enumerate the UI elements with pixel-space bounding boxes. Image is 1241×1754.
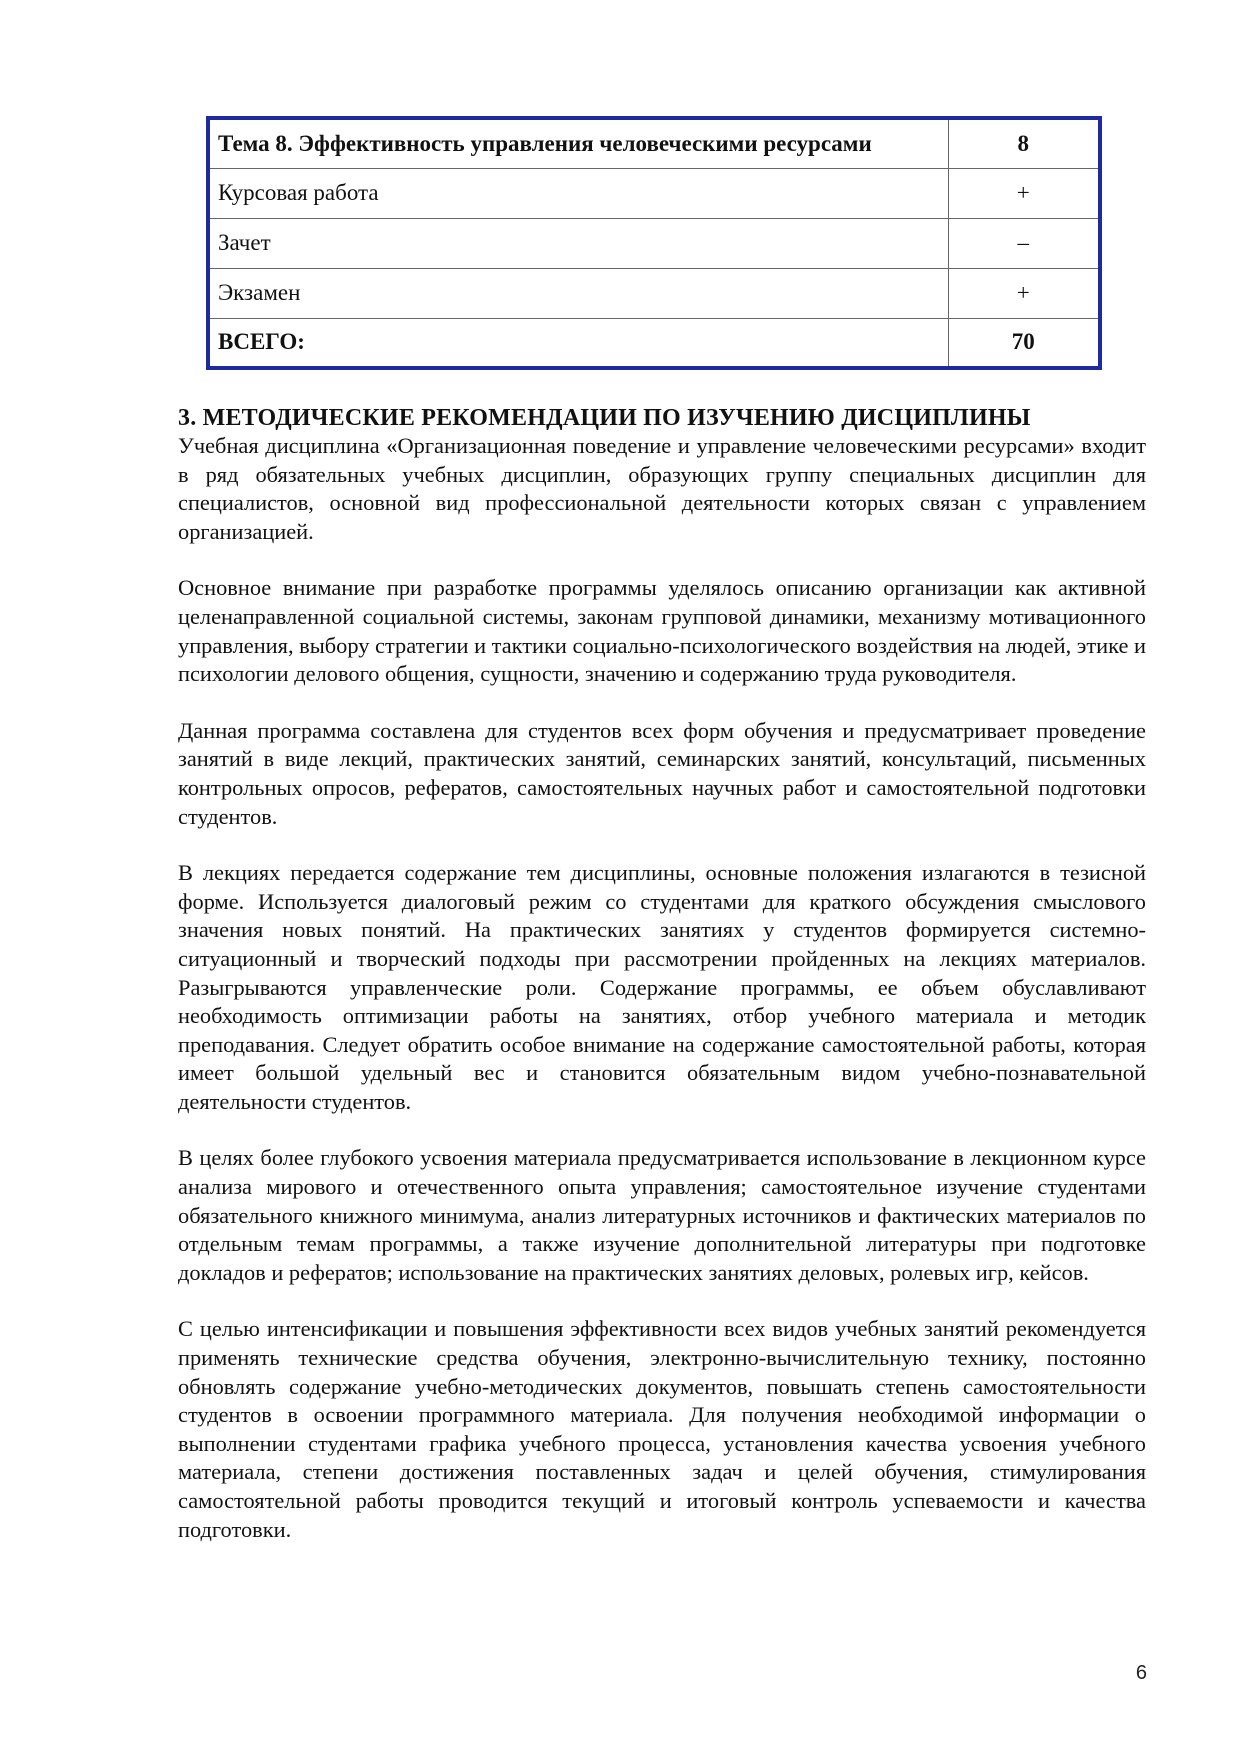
table-row	[208, 268, 1100, 318]
paragraph: Учебная дисциплина «Организационная поведение и управление человеческими ресурсами» входит в ряд обязательных учебных дисциплин, образующих группу специальных дисциплин для специалистов, основной вид профессиональной деятельности которых связан с управлением организацией.	[178, 433, 1146, 544]
table-row	[208, 118, 1100, 168]
paragraph: Основное внимание при разработке программы уделялось описанию организации как активной целенаправленной социальной системы, законам групповой динамики, механизму мотивационного управления, выбору стратегии и тактики социально-психологического воздействия на людей, этике и психологии делового общения, сущности, значению и содержанию труда руководителя.	[178, 575, 1146, 687]
paragraph: С целью интенсификации и повышения эффективности всех видов учебных занятий рекомендуется применять технические средства обучения, электронно-вычислительную технику, постоянно обновлять содержание учебно-методических документов, повышать степень самостоятельности студентов в освоении программного материала. Для получения необходимой информации о выполнении студентами графика учебного процесса, установления качества усвоения учебного материала, степени достижения поставленных задач и целей обучения, стимулирования самостоятельной работы проводится текущий и итоговый контроль успеваемости и качества подготовки.	[178, 1316, 1146, 1542]
table-row	[208, 168, 1100, 218]
page-number: 6	[1135, 1662, 1147, 1684]
paragraph: Данная программа составлена для студентов всех форм обучения и предусматривает проведение занятий в виде лекций, практических занятий, семинарских занятий, консультаций, письменных контрольных опросов, рефератов, самостоятельных научных работ и самостоятельной подготовки студентов.	[178, 717, 1146, 829]
table-cell-topic: Зачет	[208, 218, 948, 268]
table-cell-topic: Курсовая работа	[208, 168, 948, 218]
table-cell-hours: +	[948, 168, 1100, 218]
table-cell-total-label: ВСЕГО:	[208, 318, 948, 368]
table-cell-topic: Тема 8. Эффективность управления человеческими ресурсами	[208, 118, 948, 168]
section-title: 3. МЕТОДИЧЕСКИЕ РЕКОМЕНДАЦИИ ПО ИЗУЧЕНИЮ ДИСЦИПЛИНЫ	[178, 405, 1031, 431]
table-cell-hours: –	[948, 218, 1100, 268]
table-cell-hours: +	[948, 268, 1100, 318]
section-content	[178, 404, 1146, 1572]
paragraph: В лекциях передается содержание тем дисциплины, основные положения излагаются в тезисной форме. Используется диалоговый режим со студентами для краткого обсуждения смыслового значения новых понятий. На практических занятиях у студентов формируется системно-ситуационный и творческий подходы при рассмотрении пройденных на лекциях материалов. Разыгрываются управленческие роли. Содержание программы, ее объем обуславливают необходимость оптимизации работы на занятиях, отбор учебного материала и методик преподавания. Следует обратить особое внимание на содержание самостоятельной работы, которая имеет большой удельный вес и становится обязательным видом учебно-познавательной деятельности студентов.	[178, 860, 1146, 1114]
paragraph: В целях более глубокого усвоения материала предусматривается использование в лекционном курсе анализа мирового и отечественного опыта управления; самостоятельное изучение студентами обязательного книжного минимума, анализ литературных источников и фактических материалов по отдельным темам программы, а также изучение дополнительной литературы при подготовке докладов и рефератов; использование на практических занятиях деловых, ролевых игр, кейсов.	[178, 1145, 1146, 1285]
table-cell-total-value: 70	[948, 318, 1100, 368]
table-row	[208, 218, 1100, 268]
table-cell-topic: Экзамен	[208, 268, 948, 318]
table-cell-hours: 8	[948, 118, 1100, 168]
table-row-total	[208, 318, 1100, 368]
hours-table	[206, 116, 1102, 370]
